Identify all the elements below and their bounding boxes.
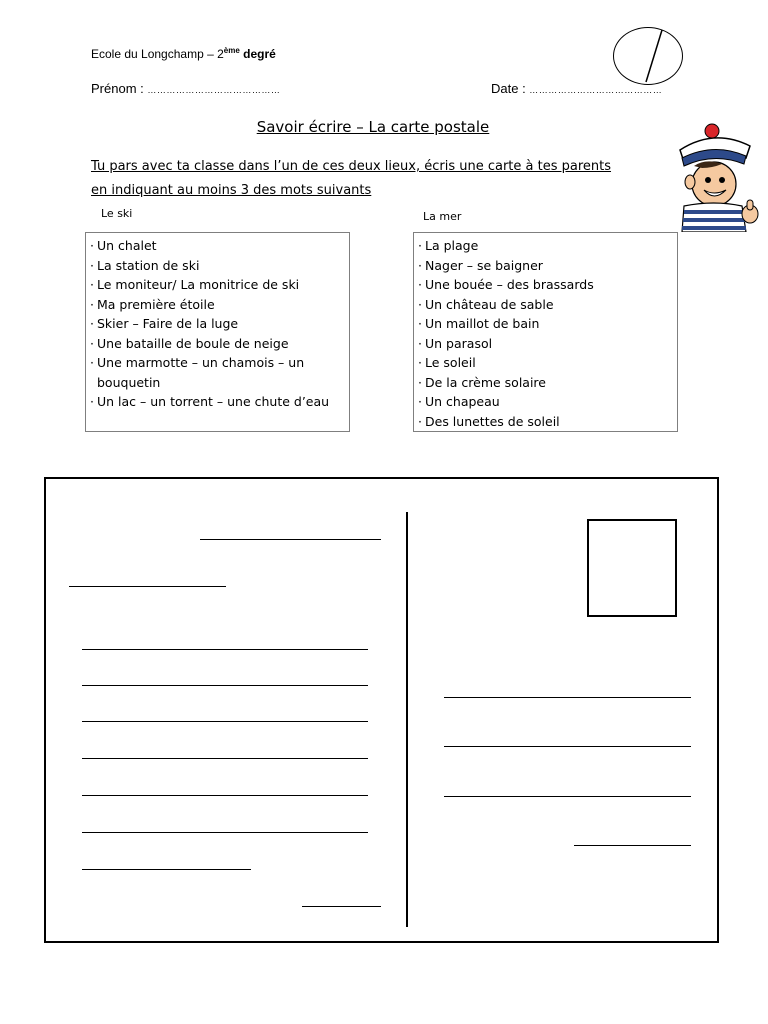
sailor-icon [666,122,764,232]
date-label: Date : [491,81,530,96]
list-item: · Skier – Faire de la luge [90,314,349,334]
list-item-continuation: bouquetin [97,374,161,390]
list-item: · Un chalet [90,236,349,256]
grade-circle [613,27,683,85]
address-line[interactable] [444,697,691,698]
writing-line-date[interactable] [200,539,381,540]
list-item: · Des lunettes de soleil [418,412,677,432]
writing-line[interactable] [82,649,368,650]
writing-line[interactable] [82,832,368,833]
writing-line[interactable] [82,795,368,796]
list-item: · Le moniteur/ La monitrice de ski [90,275,349,295]
prenom-label: Prénom : [91,81,148,96]
ski-heading: Le ski [101,207,133,220]
school-grade-suffix: degré [239,47,276,61]
list-item: · Une bouée – des brassards [418,275,677,295]
address-line[interactable] [444,746,691,747]
prenom-field[interactable] [91,81,280,96]
school-header [91,46,276,61]
mer-word-box [413,232,678,432]
worksheet-title: Savoir écrire – La carte postale [256,118,490,136]
grade-circle-slash [614,28,682,84]
list-item: · Un lac – un torrent – une chute d’eau [90,392,349,412]
ski-word-box [85,232,350,432]
list-item: · Ma première étoile [90,295,349,315]
list-item: · La station de ski [90,256,349,276]
prenom-dots: …………………………………… [147,85,281,95]
list-item: · Un chapeau [418,392,677,412]
list-item: · La plage [418,236,677,256]
list-item: · Le soleil [418,353,677,373]
writing-line[interactable] [82,685,368,686]
address-line[interactable] [444,796,691,797]
writing-line[interactable] [82,869,251,870]
list-item: · Une marmotte – un chamois – un [90,353,349,373]
list-item: · Une bataille de boule de neige [90,334,349,354]
list-item: · Un château de sable [418,295,677,315]
stamp-box [587,519,677,617]
writing-line[interactable] [82,721,368,722]
list-item: · Un parasol [418,334,677,354]
date-dots: …………………………………… [529,85,663,95]
writing-line-signature[interactable] [302,906,381,907]
writing-line-greeting[interactable] [69,586,226,587]
school-grade-sup: ème [223,46,240,55]
address-line-short[interactable] [574,845,691,846]
list-item: · Un maillot de bain [418,314,677,334]
mer-heading: La mer [423,210,462,223]
writing-line[interactable] [82,758,368,759]
list-item: · Nager – se baigner [418,256,677,276]
school-name: Ecole du Longchamp – 2 [91,47,224,61]
instruction-text: Tu pars avec ta classe dans l’un de ces deux lieux, écris une carte à tes parents en indiquant au moins 3 des mots suivants [91,159,612,198]
postcard-divider [406,512,408,927]
date-field[interactable] [491,81,662,96]
list-item: · De la crème solaire [418,373,677,393]
